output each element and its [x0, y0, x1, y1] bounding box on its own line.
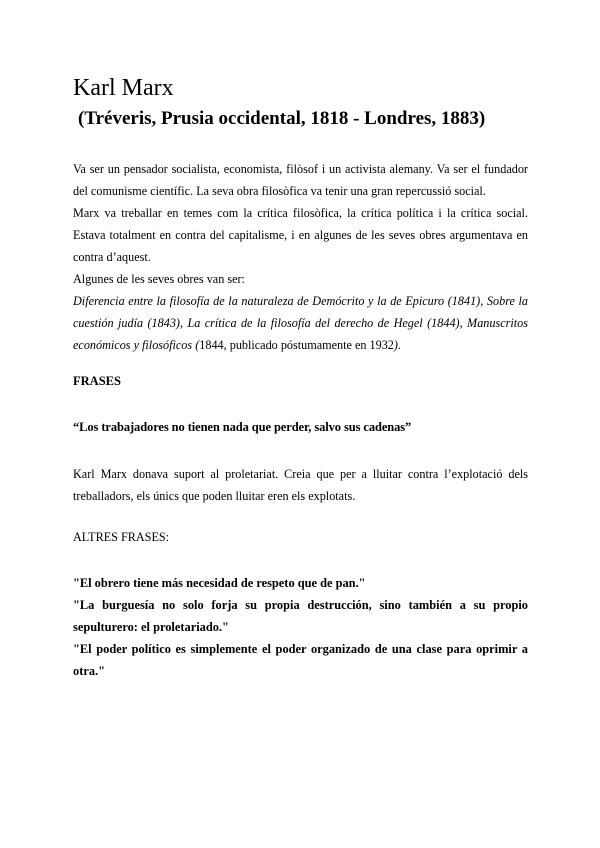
intro-paragraph-1: Va ser un pensador socialista, economista, filòsof i un activista alemany. Va ser el fundador del comunisme científic. La seva obra filosòfica va tenir una gran repercussió social.	[73, 162, 528, 198]
works-italic: Diferencia entre la filosofía de la naturaleza de Demócrito y la de Epicuro (1841), Sobre la cuestión judía (1843), La crítica de la filosofía del derecho de Hegel (1844), Manuscritos económicos y filosóficos (	[73, 294, 528, 352]
main-quote: “Los trabajadores no tienen nada que perder, salvo sus cadenas”	[73, 420, 412, 434]
quote-explanation: Karl Marx donava suport al proletariat. Creia que per a lluitar contra l’explotació dels treballadors, els únics que poden lluitar eren els explotats.	[73, 467, 528, 503]
works-plain: 1844, publicado póstumamente en 1932	[199, 338, 394, 352]
intro-paragraph-2: Marx va treballar en temes com la crítica filosòfica, la crítica política i la crítica social. Estava totalment en contra del capitalisme, i en algunes de les seves obres argumentava en contra d’aquest.	[73, 206, 528, 264]
works-end: ).	[393, 338, 401, 352]
quote-item: "El obrero tiene más necesidad de respeto que de pan."	[73, 576, 366, 590]
quote-item: "La burguesía no solo forja su propia destrucción, sino también a su propio sepulturero: el proletariado."	[73, 598, 528, 634]
intro-paragraph-3: Algunes de les seves obres van ser:	[73, 272, 245, 286]
intro-section	[73, 158, 528, 356]
altres-frases-heading: ALTRES FRASES:	[73, 530, 170, 544]
page-subtitle: (Tréveris, Prusia occidental, 1818 - Londres, 1883)	[78, 108, 486, 129]
page-title: Karl Marx	[73, 75, 174, 101]
works-list	[73, 290, 528, 356]
frases-heading: FRASES	[73, 374, 121, 388]
quote-item: "El poder político es simplemente el poder organizado de una clase para oprimir a otra."	[73, 642, 528, 678]
quotes-list	[73, 572, 528, 682]
